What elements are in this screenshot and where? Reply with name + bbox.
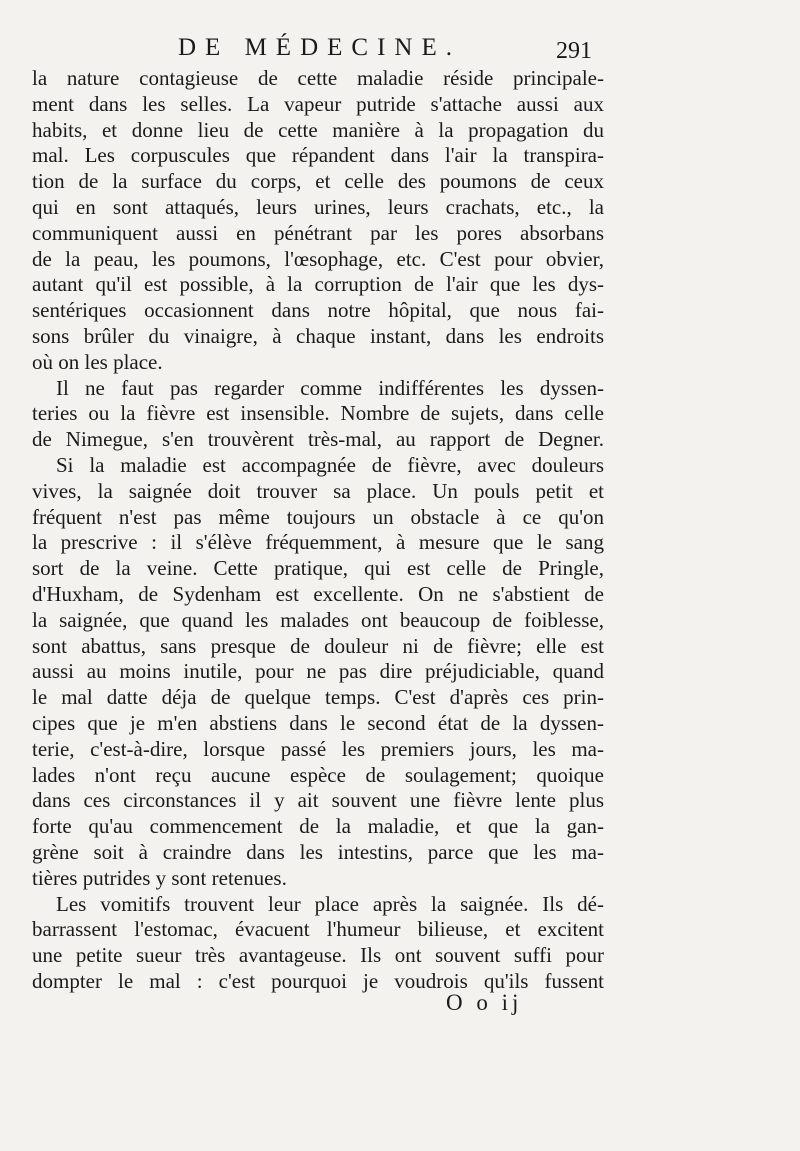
text-line: de Nimegue, s'en trouvèrent très-mal, au rapport de Degner.	[32, 427, 604, 452]
text-line: barrassent l'estomac, évacuent l'humeur bilieuse, et excitent	[32, 917, 604, 942]
text-line: la nature contagieuse de cette maladie réside principale-	[32, 66, 604, 90]
text-line: teries ou la fièvre est insensible. Nombre de sujets, dans celle	[32, 401, 604, 426]
text-line: mal. Les corpuscules que répandent dans l'air la transpira-	[32, 143, 604, 168]
paragraph-first-line: Si la maladie est accompagnée de fièvre, avec douleurs	[56, 452, 604, 477]
body-text	[32, 66, 604, 995]
text-line: sort de la veine. Cette pratique, qui est celle de Pringle,	[32, 556, 604, 581]
text-line: terie, c'est-à-dire, lorsque passé les premiers jours, les ma-	[32, 736, 604, 761]
text-line: lades n'ont reçu aucune espèce de soulagement; quoique	[32, 762, 604, 787]
signature-mark: O o ij	[446, 990, 523, 1015]
paragraph-first-line: Il ne faut pas regarder comme indifférentes les dyssen-	[56, 375, 604, 400]
text-line: grène soit à craindre dans les intestins, parce que les ma-	[32, 839, 604, 864]
paragraph-first-line: Les vomitifs trouvent leur place après la saignée. Ils dé-	[56, 891, 604, 916]
text-line: tion de la surface du corps, et celle des poumons de ceux	[32, 169, 604, 194]
text-line: vives, la saignée doit trouver sa place. Un pouls petit et	[32, 478, 604, 503]
text-line: dans ces circonstances il y ait souvent une fièvre lente plus	[32, 788, 604, 813]
text-line: fréquent n'est pas même toujours un obstacle à ce qu'on	[32, 504, 604, 529]
text-line: sons brûler du vinaigre, à chaque instant, dans les endroits	[32, 323, 604, 348]
text-line: qui en sont attaqués, leurs urines, leurs crachats, etc., la	[32, 194, 604, 219]
text-line: le mal datte déja de quelque temps. C'est d'après ces prin-	[32, 685, 604, 710]
page-number: 291	[556, 38, 592, 64]
text-line: la prescrive : il s'élève fréquemment, à mesure que le sang	[32, 530, 604, 555]
text-line: la saignée, que quand les malades ont beaucoup de foiblesse,	[32, 607, 604, 632]
text-line: cipes que je m'en abstiens dans le second état de la dyssen-	[32, 710, 604, 735]
text-line: forte qu'au commencement de la maladie, et que la gan-	[32, 814, 604, 839]
text-line: sont abattus, sans presque de douleur ni de fièvre; elle est	[32, 633, 604, 658]
text-line: ment dans les selles. La vapeur putride s'attache aussi aux	[32, 91, 604, 116]
text-line: où on les place.	[32, 349, 163, 374]
text-line: dompter le mal : c'est pourquoi je voudrois qu'ils fussent	[32, 968, 604, 993]
text-line: de la peau, les poumons, l'œsophage, etc. C'est pour obvier,	[32, 246, 604, 271]
running-head	[0, 30, 800, 70]
text-line: autant qu'il est possible, à la corruption de l'air que les dys-	[32, 272, 604, 297]
running-head-title: DE MÉDECINE.	[178, 34, 461, 61]
text-line: communiquent aussi en pénétrant par les pores absorbans	[32, 220, 604, 245]
text-line: habits, et donne lieu de cette manière à la propagation du	[32, 117, 604, 142]
text-line: sentériques occasionnent dans notre hôpital, que nous fai-	[32, 298, 604, 323]
text-line: aussi au moins inutile, pour ne pas dire préjudiciable, quand	[32, 659, 604, 684]
text-line: tières putrides y sont retenues.	[32, 865, 287, 890]
text-line: d'Huxham, de Sydenham est excellente. On ne s'abstient de	[32, 581, 604, 606]
text-line: une petite sueur très avantageuse. Ils ont souvent suffi pour	[32, 943, 604, 968]
